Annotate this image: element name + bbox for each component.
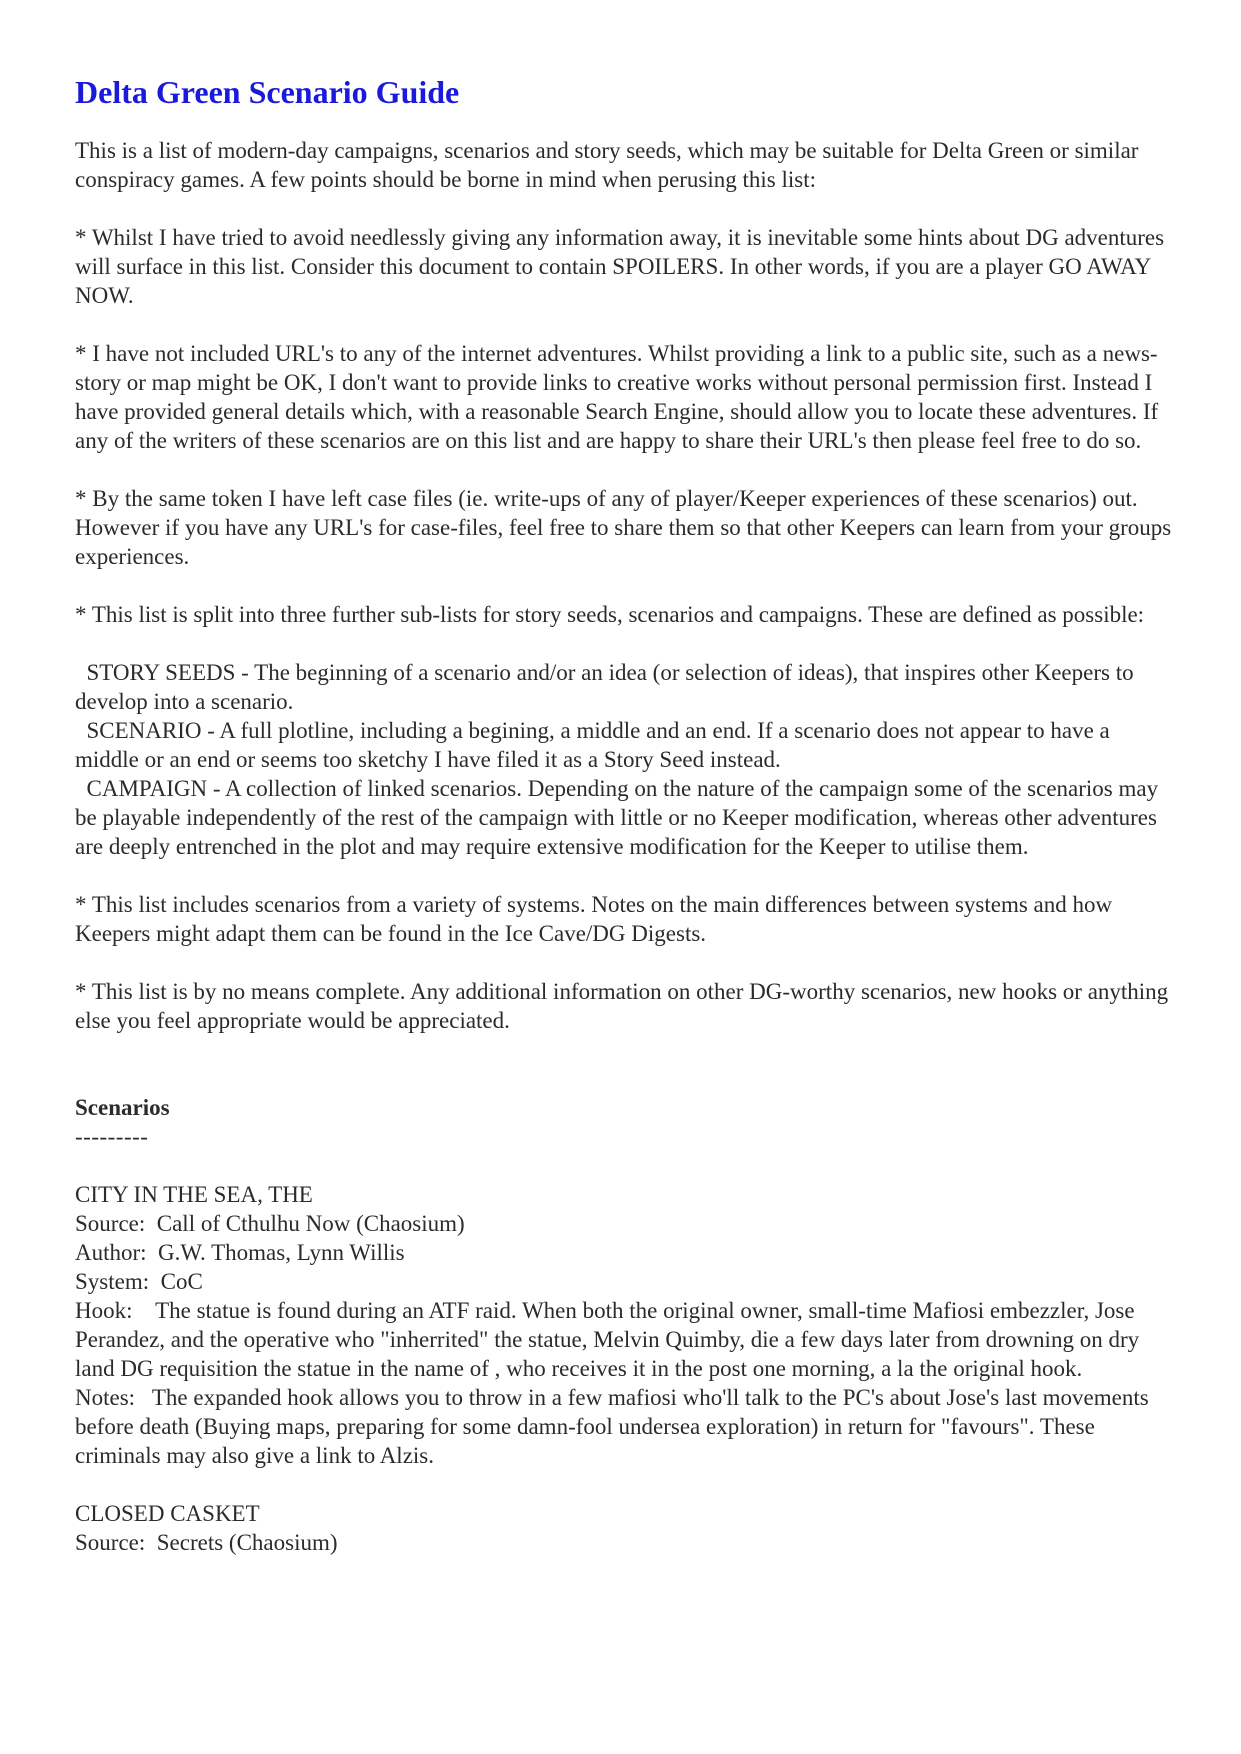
definitions-list bbox=[75, 658, 1175, 861]
entry-source: Source: Call of Cthulhu Now (Chaosium) bbox=[75, 1211, 465, 1236]
point-urls: * I have not included URL's to any of the internet adventures. Whilst providing a link to a public site, such as a news-story or map might be OK, I don't want to provide links to creative works without personal permission first. Instead I have provided general details which, with a reasonable Search Engine, should allow you to locate these adventures. If any of the writers of these scenarios are on this list and are happy to share their URL's then please feel free to do so. bbox=[75, 341, 1164, 453]
entry-name: CLOSED CASKET bbox=[75, 1501, 260, 1526]
definition-campaign: CAMPAIGN - A collection of linked scenarios. Depending on the nature of the campaign some of the scenarios may be playable independently of the rest of the campaign with little or no Keeper modification, whereas other adventures are deeply entrenched in the plot and may require extensive modification for the Keeper to utilise them. bbox=[75, 776, 1164, 859]
entry-system: System: CoC bbox=[75, 1269, 203, 1294]
page-title: Delta Green Scenario Guide bbox=[75, 74, 460, 110]
entry-source: Source: Secrets (Chaosium) bbox=[75, 1530, 338, 1555]
intro-paragraph: This is a list of modern-day campaigns, scenarios and story seeds, which may be suitable for Delta Green or similar conspiracy games. A few points should be borne in mind when perusing this list: bbox=[75, 138, 1145, 192]
section-rule: --------- bbox=[75, 1124, 149, 1149]
spacer bbox=[75, 1064, 1175, 1093]
entry-notes: Notes: The expanded hook allows you to throw in a few mafiosi who'll talk to the PC's about Jose's last movements before death (Buying maps, preparing for some damn-fool undersea exploration) in return for "favours". These criminals may also give a link to Alzis. bbox=[75, 1385, 1155, 1468]
definition-scenario: SCENARIO - A full plotline, including a begining, a middle and an end. If a scenario does not appear to have a middle or an end or seems too sketchy I have filed it as a Story Seed instead. bbox=[75, 718, 1116, 772]
entry-hook: Hook: The statue is found during an ATF raid. When both the original owner, small-time Mafiosi embezzler, Jose Perandez, and the operative who "inherrited" the statue, Melvin Quimby, die a few days later from drowning on dry land DG requisition the statue in the name of , who receives it in the post one morning, a la the original hook. bbox=[75, 1298, 1145, 1381]
document-page bbox=[75, 72, 1175, 1586]
point-incomplete: * This list is by no means complete. Any additional information on other DG-worthy scenarios, new hooks or anything else you feel appropriate would be appreciated. bbox=[75, 979, 1174, 1033]
entry-name: CITY IN THE SEA, THE bbox=[75, 1182, 313, 1207]
entry-author: Author: G.W. Thomas, Lynn Willis bbox=[75, 1240, 405, 1265]
definition-story-seeds: STORY SEEDS - The beginning of a scenario and/or an idea (or selection of ideas), that inspires other Keepers to develop into a scenario. bbox=[75, 660, 1140, 714]
point-spoilers: * Whilst I have tried to avoid needlessly giving any information away, it is inevitable some hints about DG adventures will surface in this list. Consider this document to contain SPOILERS. In other words, if you are a player GO AWAY NOW. bbox=[75, 225, 1170, 308]
scenario-entry bbox=[75, 1499, 1175, 1557]
point-systems: * This list includes scenarios from a variety of systems. Notes on the main differences between systems and how Keepers might adapt them can be found in the Ice Cave/DG Digests. bbox=[75, 892, 1118, 946]
section-heading: Scenarios bbox=[75, 1095, 170, 1120]
scenario-entry bbox=[75, 1180, 1175, 1470]
point-case-files: * By the same token I have left case files (ie. write-ups of any of player/Keeper experiences of these scenarios) out. However if you have any URL's for case-files, feel free to share them so that other Keepers can learn from your groups experiences. bbox=[75, 486, 1177, 569]
point-sub-lists: * This list is split into three further sub-lists for story seeds, scenarios and campaigns. These are defined as possible: bbox=[75, 602, 1145, 627]
